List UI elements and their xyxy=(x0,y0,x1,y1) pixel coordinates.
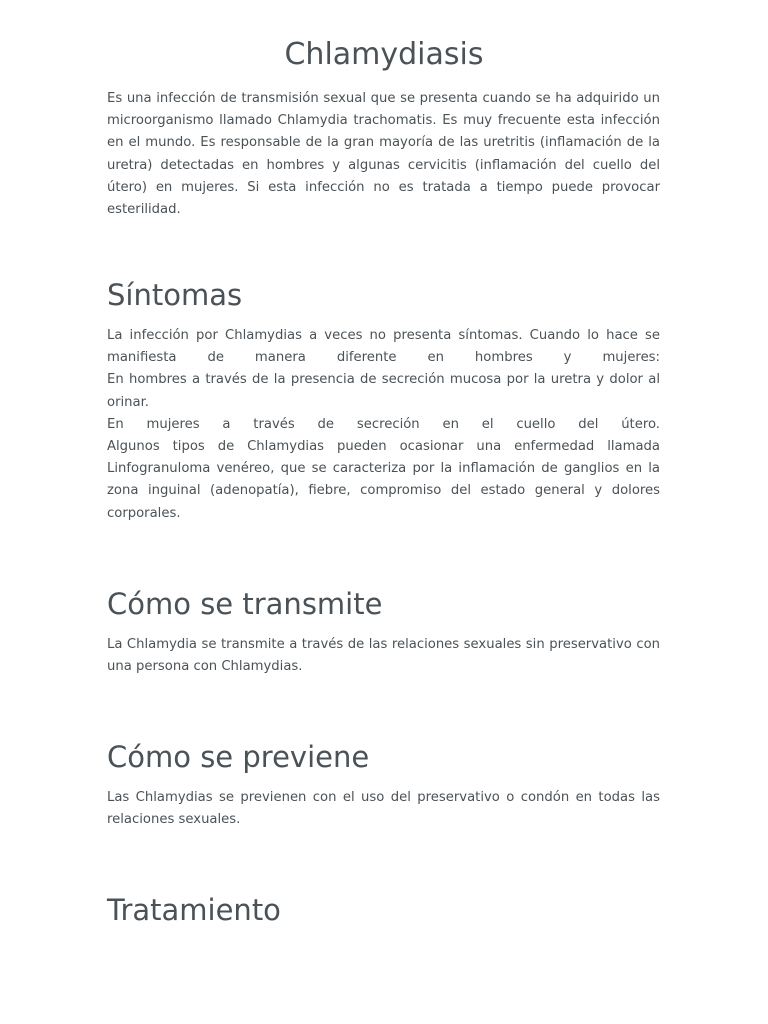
tratamiento-heading: Tratamiento xyxy=(107,893,281,927)
transmite-paragraph: La Chlamydia se transmite a través de las relaciones sexuales sin preservativo con una persona con Chlamydias. xyxy=(107,637,660,675)
page-title: Chlamydiasis xyxy=(284,37,484,72)
previene-heading: Cómo se previene xyxy=(107,740,370,774)
section-previene xyxy=(107,739,660,831)
intro-paragraph: Es una infección de transmisión sexual que se presenta cuando se ha adquirido un microorganismo llamado Chlamydia trachomatis. Es muy frecuente esta infección en el mundo. Es responsable de la gran mayoría de las uretritis (inflamación de la uretra) detectadas en hombres y algunas cervicitis (inflamación del cuello del útero) en mujeres. Si esta infección no es tratada a tiempo puede provocar esterilidad. xyxy=(107,91,660,218)
sintomas-line-3: En mujeres a través de secreción en el cuello del útero. xyxy=(107,416,660,432)
sintomas-paragraph xyxy=(107,325,660,525)
sintomas-line-4: Algunos tipos de Chlamydias pueden ocasionar una enfermedad llamada Linfogranuloma venéreo, que se caracteriza por la inflamación de ganglios en la zona inguinal (adenopatía), fiebre, compromiso del estado general y dolores corporales. xyxy=(107,439,660,521)
transmite-heading: Cómo se transmite xyxy=(107,587,383,621)
section-tratamiento xyxy=(107,892,660,928)
sintomas-heading: Síntomas xyxy=(107,278,243,312)
intro-section xyxy=(107,88,660,221)
sintomas-line-2: En hombres a través de la presencia de secreción mucosa por la uretra y dolor al orinar. xyxy=(107,372,660,410)
section-transmite xyxy=(107,586,660,678)
sintomas-line-1: La infección por Chlamydias a veces no presenta síntomas. Cuando lo hace se manifiesta de manera diferente en hombres y mujeres: xyxy=(107,328,660,366)
section-sintomas xyxy=(107,277,660,525)
previene-paragraph: Las Chlamydias se previenen con el uso del preservativo o condón en todas las relaciones sexuales. xyxy=(107,790,660,828)
